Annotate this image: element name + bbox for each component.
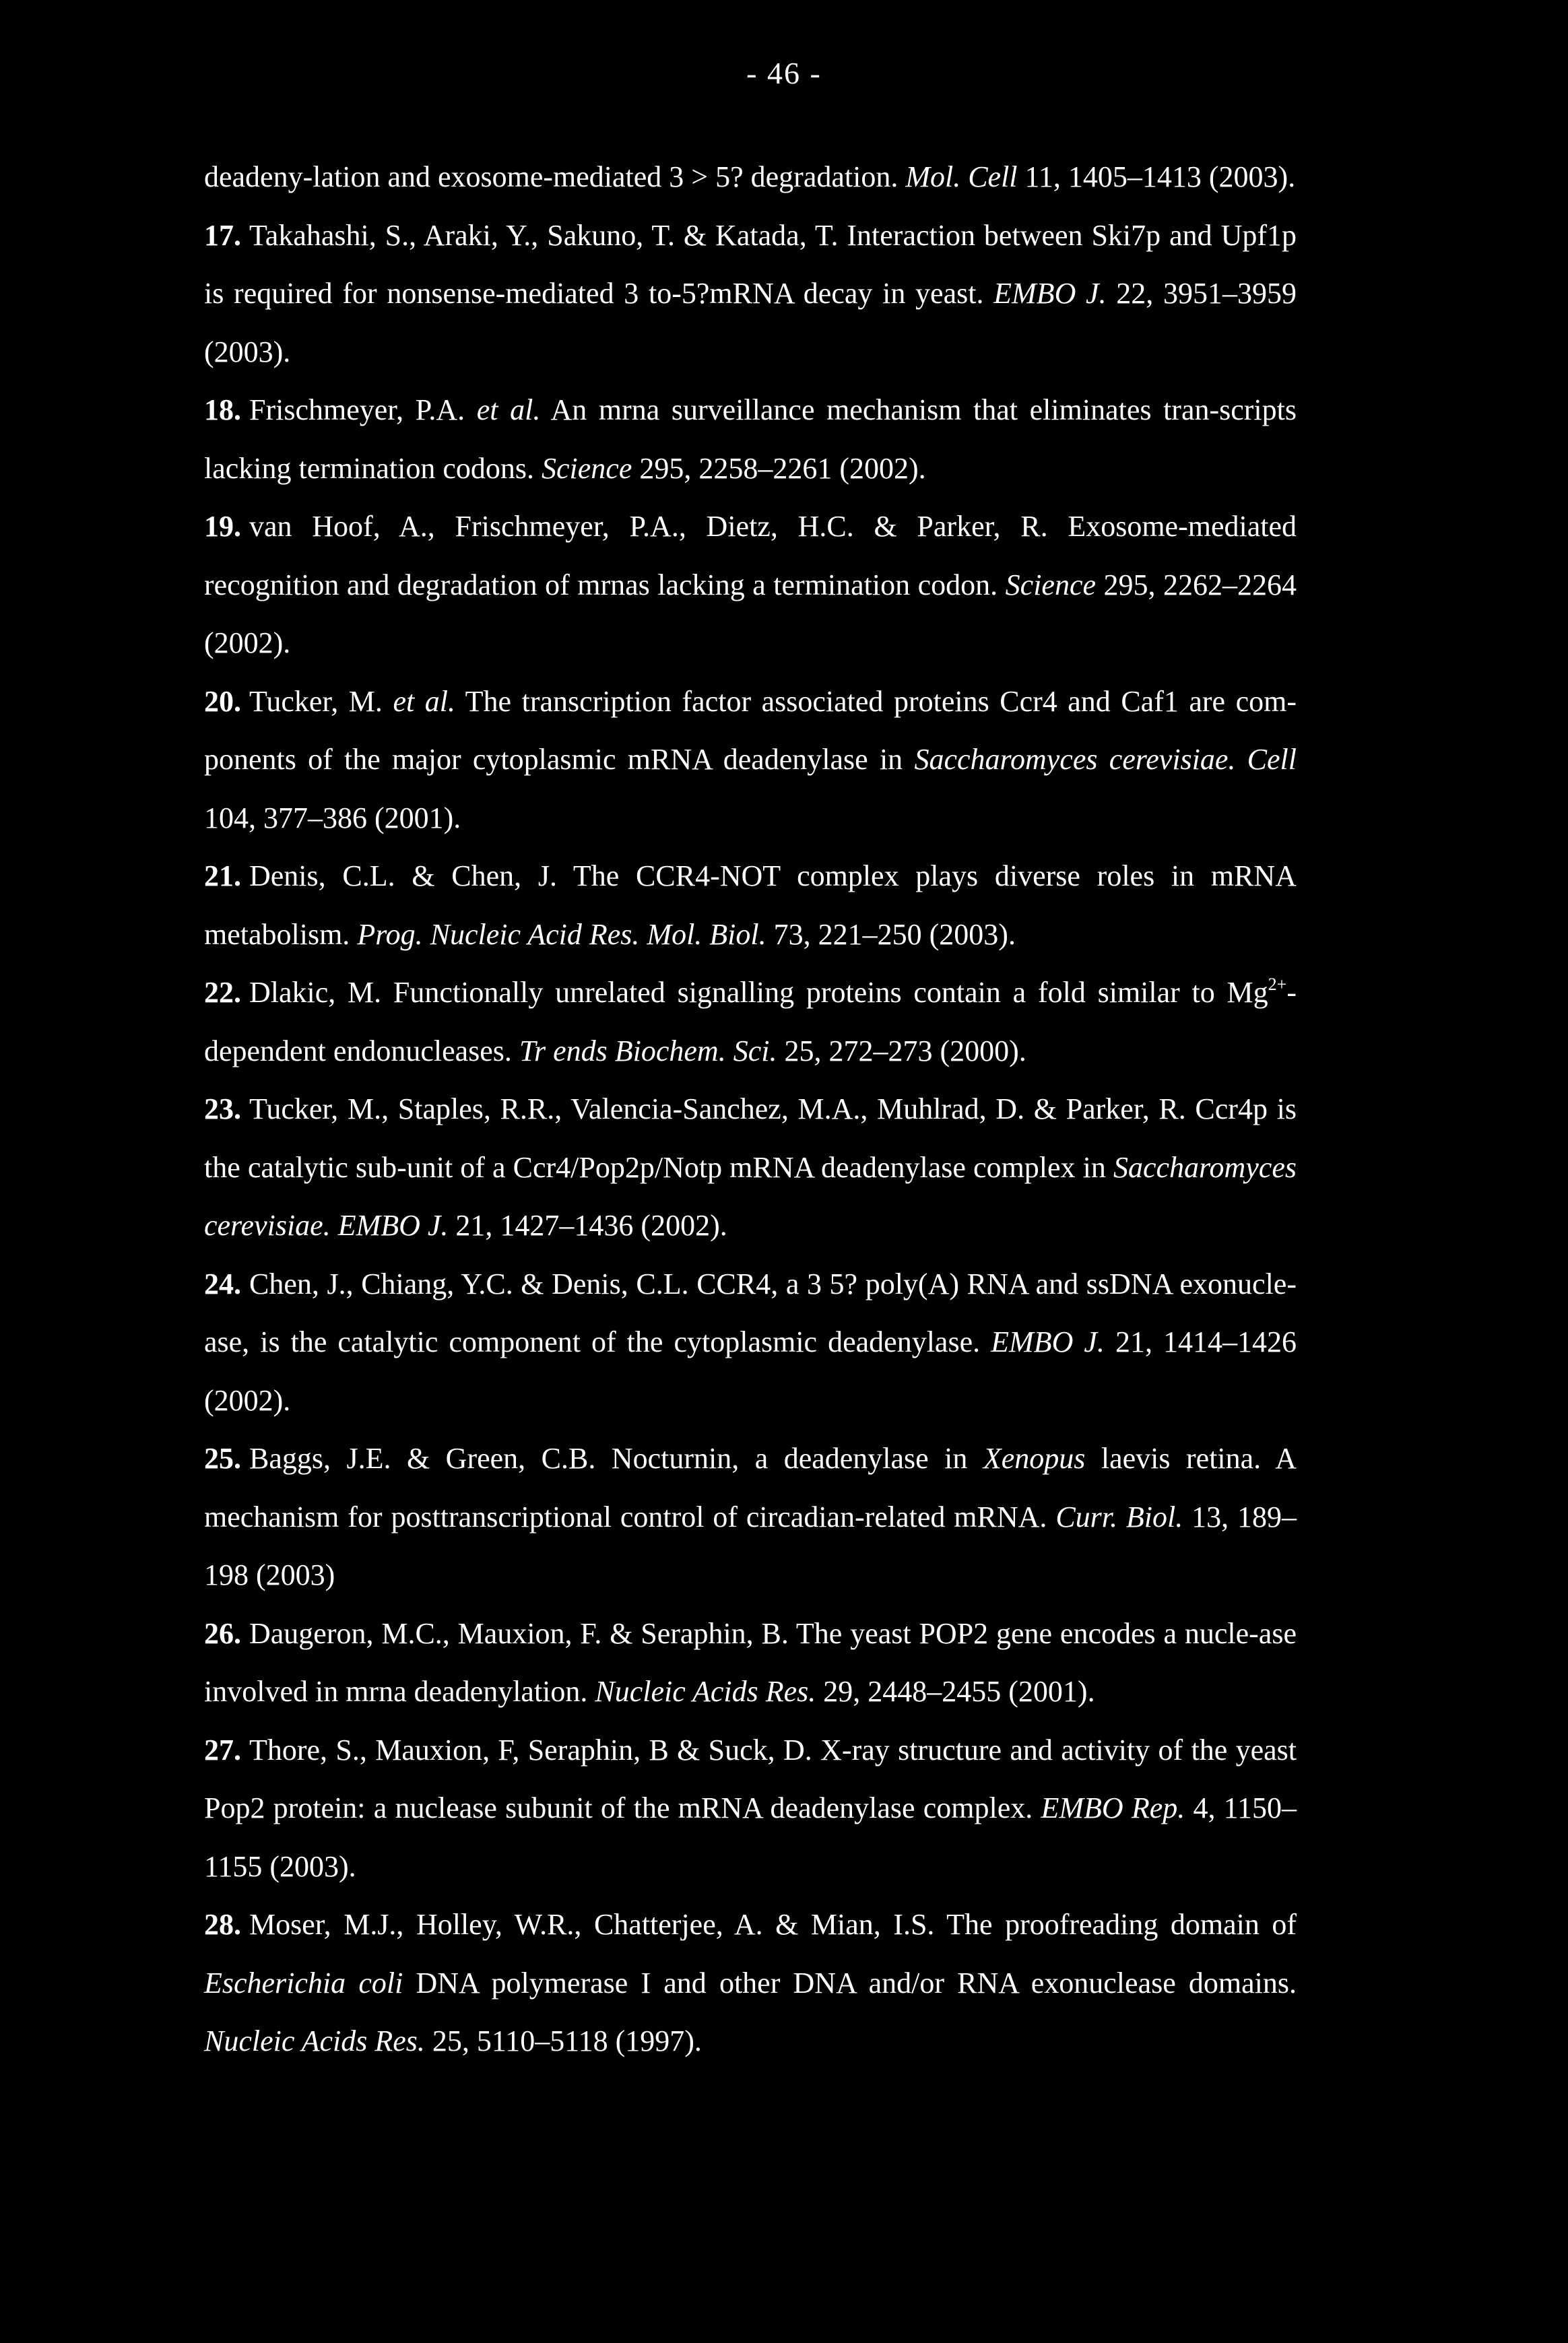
reference-entry [204,1080,1297,1255]
reference-list [204,148,1297,2071]
reference-number: 24. [204,1267,241,1300]
reference-text: laevis retina. A mechanism for posttranscriptional control of circadian-related mRNA. [204,1442,1297,1533]
reference-text: Tucker, M. [249,684,393,718]
reference-text: Tucker, M., Staples, R.R., Valencia-Sanchez, M.A., Muhlrad, D. & Parker, R. Ccr4p is the catalytic sub-unit of a Ccr4/Pop2p/Notp mRNA deadenylase complex in [204,1092,1297,1184]
reference-text: Chen, J., Chiang, Y.C. & Denis, C.L. CCR4, a 3 5? poly(A) RNA and ssDNA exonucle-ase, is the catalytic component of the cytoplasmic deadenylase. [204,1267,1297,1358]
reference-text: 13, 189–198 (2003) [204,1500,1297,1591]
reference-italic-text: Saccharomyces cerevisiae. EMBO J. [204,1150,1297,1242]
reference-text: 295, 2262–2264 (2002). [204,568,1297,659]
reference-italic-text: Mol. Cell [905,160,1018,193]
reference-number: 22. [204,976,241,1009]
reference-text: The transcription factor associated proteins Ccr4 and Caf1 are com-ponents of the major cytoplasmic mRNA deadenylase in [204,684,1297,776]
reference-italic-text: EMBO J. [991,1325,1105,1358]
reference-superscript: 2+ [1268,975,1287,994]
reference-text: Denis, C.L. & Chen, J. The CCR4-NOT complex plays diverse roles in mRNA metabolism. [204,859,1297,951]
reference-text: 21, 1427–1436 (2002). [448,1209,727,1242]
reference-text: deadeny-lation and exosome-mediated 3 > 5? degradation. [204,160,906,193]
reference-text: Dlakic, M. Functionally unrelated signalling proteins contain a fold similar to Mg [249,976,1268,1009]
reference-entry [204,207,1297,382]
reference-text: Daugeron, M.C., Mauxion, F. & Seraphin, B. The yeast POP2 gene encodes a nucle-ase involved in mrna deadenylation. [204,1616,1297,1708]
reference-text: Moser, M.J., Holley, W.R., Chatterjee, A. & Mian, I.S. The proofreading domain of [249,1908,1297,1941]
reference-entry [204,498,1297,673]
reference-text: 25, 5110–5118 (1997). [424,2024,702,2057]
reference-italic-text: Saccharomyces cerevisiae. Cell [914,743,1297,776]
reference-text: van Hoof, A., Frischmeyer, P.A., Dietz, H.C. & Parker, R. Exosome-mediated recognition and degradation of mrnas lacking a termination codon. [204,510,1297,601]
reference-entry [204,381,1297,498]
reference-italic-text: Science [1005,568,1097,601]
reference-number: 18. [204,393,241,426]
reference-number: 20. [204,684,241,718]
reference-text: Thore, S., Mauxion, F, Seraphin, B & Suck, D. X-ray structure and activity of the yeast Pop2 protein: a nuclease subunit of the mRNA deadenylase complex. [204,1733,1297,1824]
reference-italic-text: Science [542,451,632,485]
reference-text: 104, 377–386 (2001). [204,801,461,834]
reference-number: 19. [204,510,241,543]
reference-number: 23. [204,1092,241,1125]
reference-entry [204,847,1297,964]
reference-number: 27. [204,1733,241,1767]
reference-text: An mrna surveillance mechanism that eliminates tran-scripts lacking termination codons. [204,393,1297,485]
reference-entry [204,148,1297,207]
reference-italic-text: Nucleic Acids Res. [204,2024,425,2057]
reference-entry [204,1430,1297,1605]
reference-entry [204,1605,1297,1721]
reference-text: 295, 2258–2261 (2002). [632,451,926,485]
reference-text: 21, 1414–1426 (2002). [204,1325,1297,1417]
reference-text: Takahashi, S., Araki, Y., Sakuno, T. & Katada, T. Interaction between Ski7p and Upf1p is required for nonsense-mediated 3 to-5?mRNA decay in yeast. [204,218,1297,310]
reference-entry [204,1255,1297,1430]
reference-entry [204,673,1297,848]
reference-italic-text: Curr. Biol. [1055,1500,1183,1533]
reference-text: Frischmeyer, P.A. [249,393,477,426]
reference-text: Baggs, J.E. & Green, C.B. Nocturnin, a deadenylase in [249,1442,983,1475]
reference-text: 4, 1150–1155 (2003). [204,1791,1297,1883]
reference-italic-text: et al. [393,684,455,718]
reference-italic-text: et al. [476,393,541,426]
reference-italic-text: EMBO Rep. [1041,1791,1185,1824]
page-number: - 46 - [746,56,822,90]
reference-italic-text: Tr ends Biochem. Sci. [519,1034,777,1067]
reference-italic-text: Escherichia coli [204,1966,403,2000]
reference-entry [204,964,1297,1080]
reference-text: 29, 2448–2455 (2001). [816,1675,1095,1708]
reference-text: 22, 3951–3959 (2003). [204,277,1297,368]
reference-text: 73, 221–250 (2003). [766,917,1016,951]
reference-text: 25, 272–273 (2000). [777,1034,1026,1067]
reference-number: 21. [204,859,241,892]
reference-italic-text: Xenopus [983,1442,1086,1475]
reference-text: DNA polymerase I and other DNA and/or RNA exonuclease domains. [403,1966,1297,2000]
reference-number: 28. [204,1908,241,1941]
reference-italic-text: Nucleic Acids Res. [595,1675,816,1708]
reference-italic-text: Prog. Nucleic Acid Res. Mol. Biol. [357,917,766,951]
reference-entry [204,1721,1297,1896]
reference-number: 17. [204,218,241,252]
reference-text: -dependent endonucleases. [204,976,1297,1067]
reference-number: 25. [204,1442,241,1475]
reference-italic-text: EMBO J. [993,277,1107,310]
reference-entry [204,1896,1297,2071]
reference-text: 11, 1405–1413 (2003). [1017,160,1296,193]
reference-number: 26. [204,1616,241,1650]
